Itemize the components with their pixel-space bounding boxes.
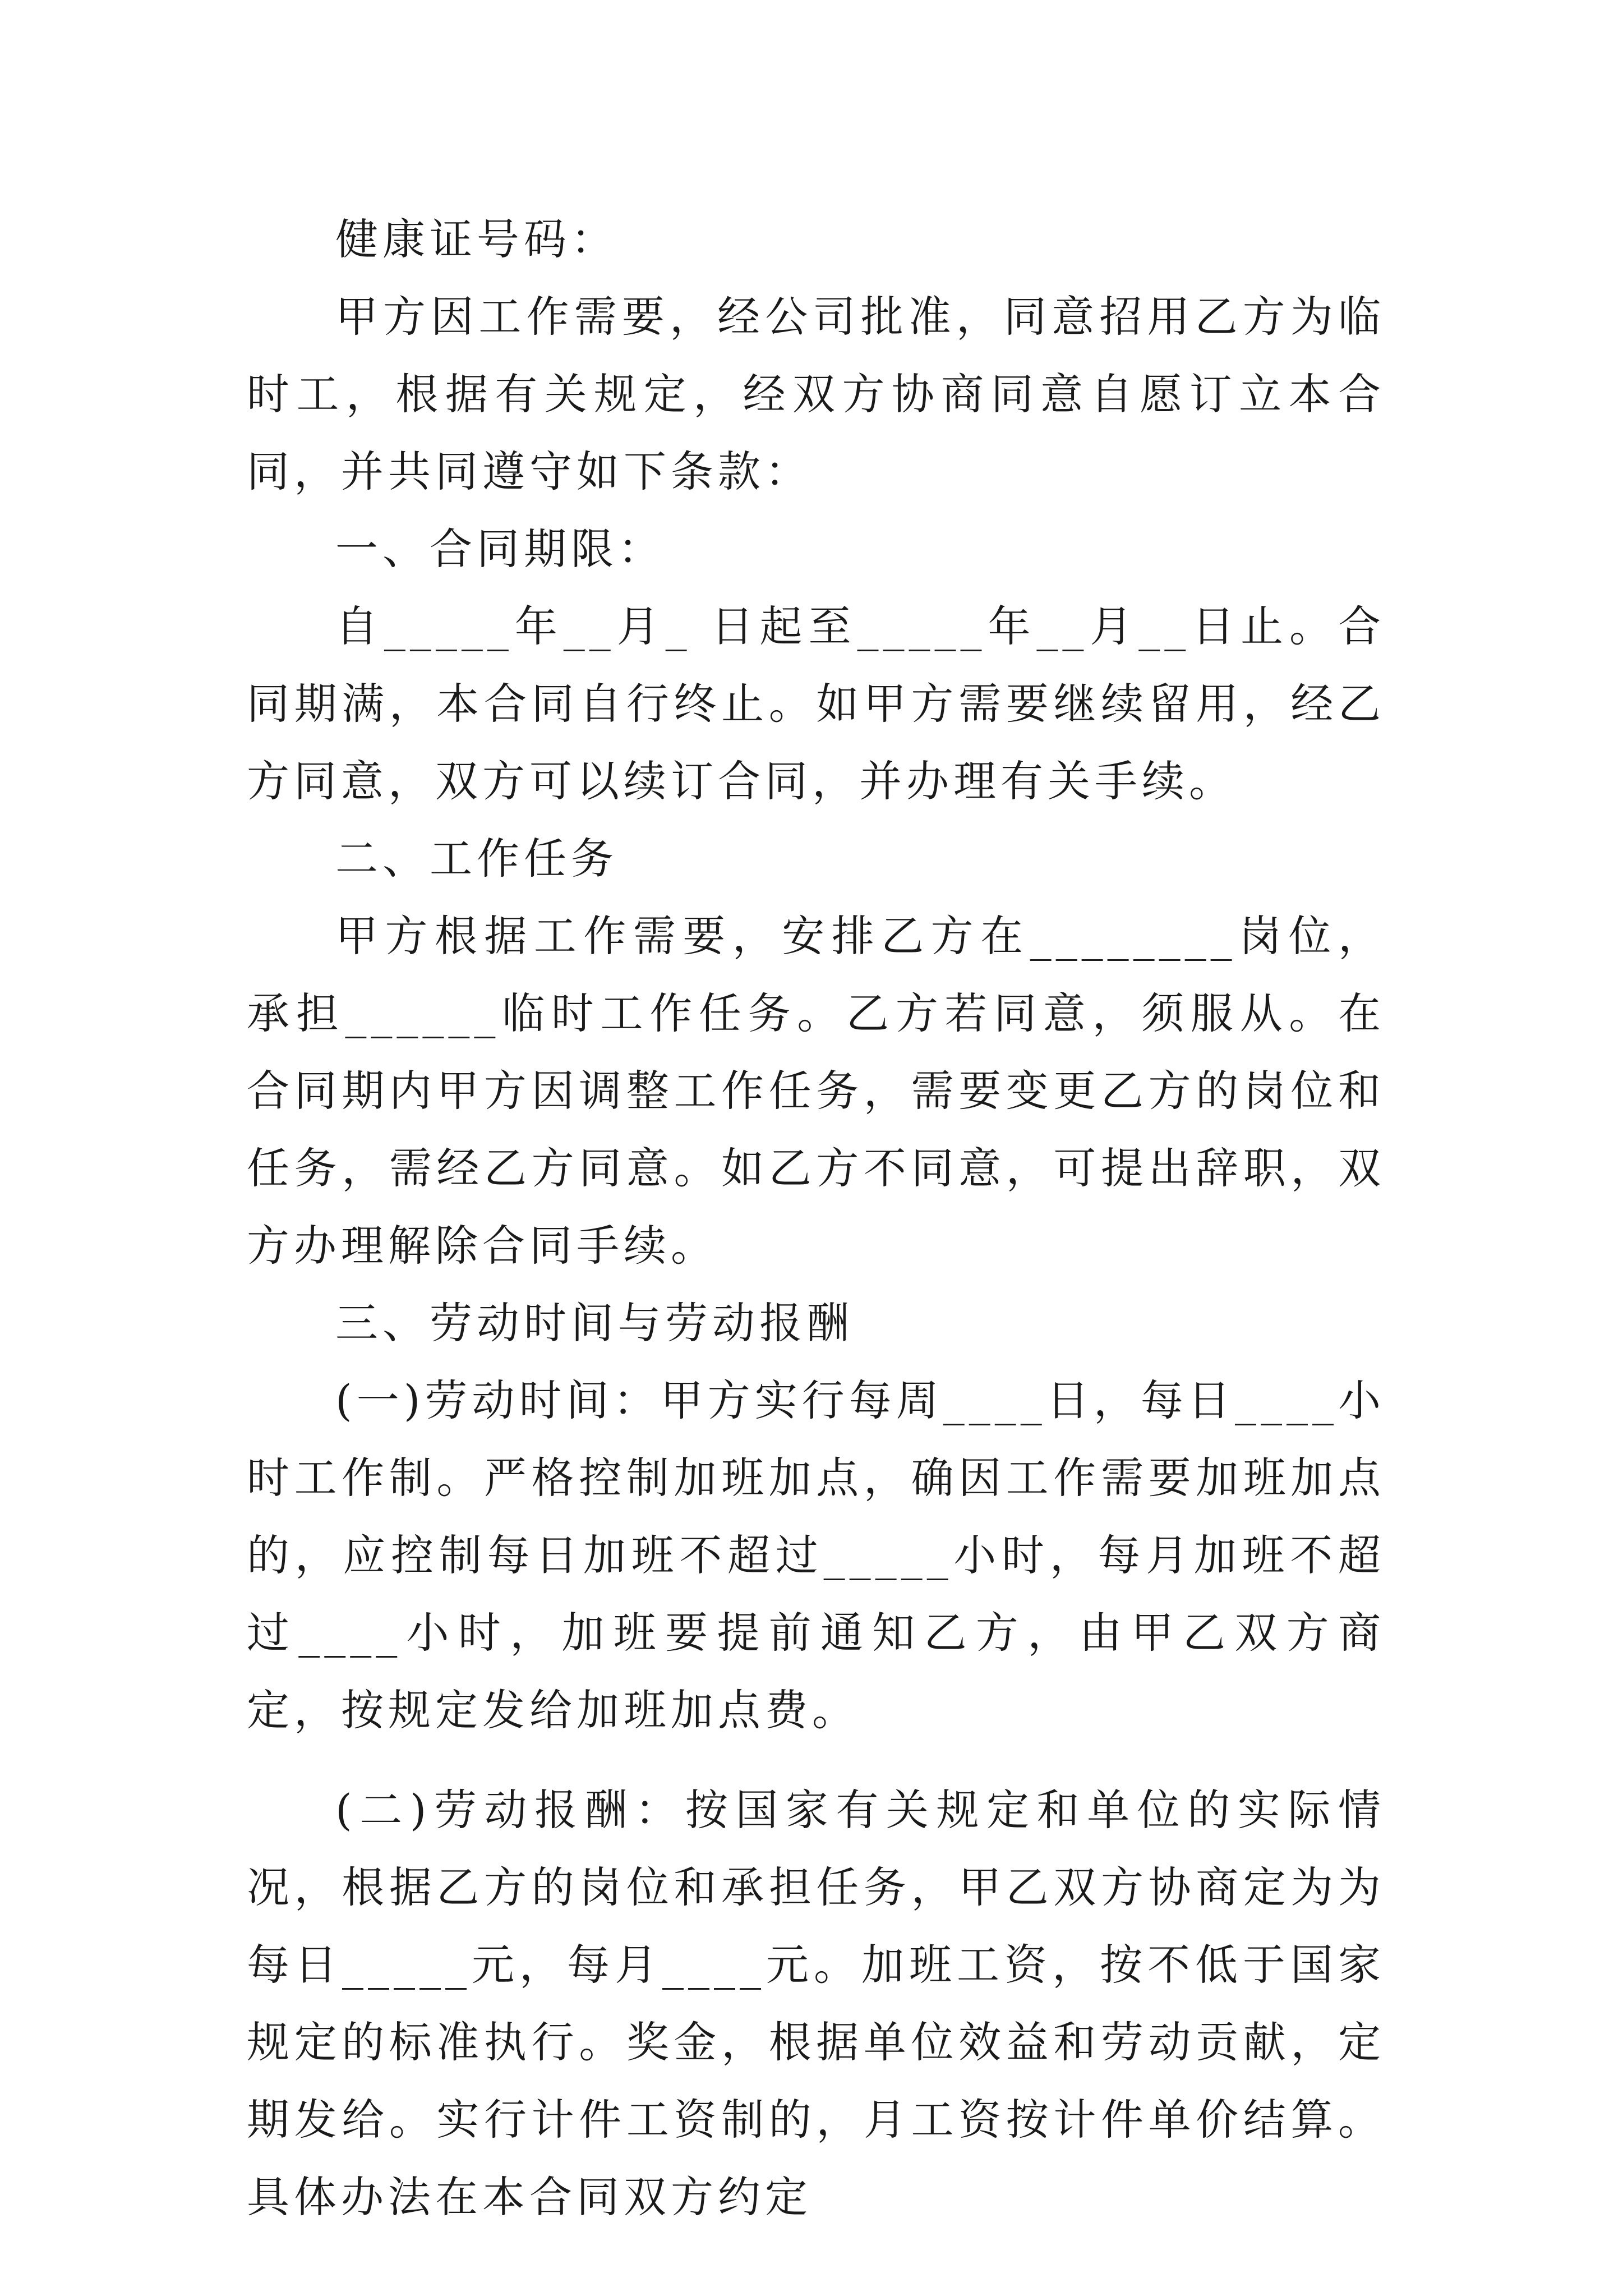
health-cert-number-line: 健康证号码：	[335, 214, 618, 264]
working-hours-paragraph: (一)劳动时间：甲方实行每周____日，每日____小时工作制。严格控制加班加点，确因工作需要加班加点的，应控制每日加班不超过_____小时，每月加班不超过____小时，加班要提前通知乙方，由甲乙双方商定，按规定发给加班加点费。	[247, 1375, 1385, 1735]
work-tasks-paragraph: 甲方根据工作需要，安排乙方在________岗位，承担______临时工作任务。乙方若同意，须服从。在合同期内甲方因调整工作任务，需要变更乙方的岗位和任务，需经乙方同意。如乙方不同意，可提出辞职，双方办理解除合同手续。	[247, 911, 1385, 1271]
document-body	[247, 201, 1385, 2236]
intro-paragraph: 甲方因工作需要，经公司批准，同意招用乙方为临时工，根据有关规定，经双方协商同意自愿订立本合同，并共同遵守如下条款：	[247, 292, 1385, 496]
section-heading-work-tasks: 二、工作任务	[335, 834, 618, 884]
contract-term-paragraph: 自_____年__月_ 日起至_____年__月__日止。合同期满，本合同自行终止。如甲方需要继续留用，经乙方同意，双方可以续订合同，并办理有关手续。	[247, 601, 1385, 806]
section-heading-contract-term: 一、合同期限：	[335, 524, 665, 574]
remuneration-paragraph: (二)劳动报酬：按国家有关规定和单位的实际情况，根据乙方的岗位和承担任务，甲乙双方协商定为为每日_____元，每月____元。加班工资，按不低于国家规定的标准执行。奖金，根据单位效益和劳动贡献，定期发给。实行计件工资制的，月工资按计件单价结算。具体办法在本合同双方约定	[247, 1785, 1385, 2222]
section-heading-hours-pay: 三、劳动时间与劳动报酬	[335, 1298, 854, 1348]
